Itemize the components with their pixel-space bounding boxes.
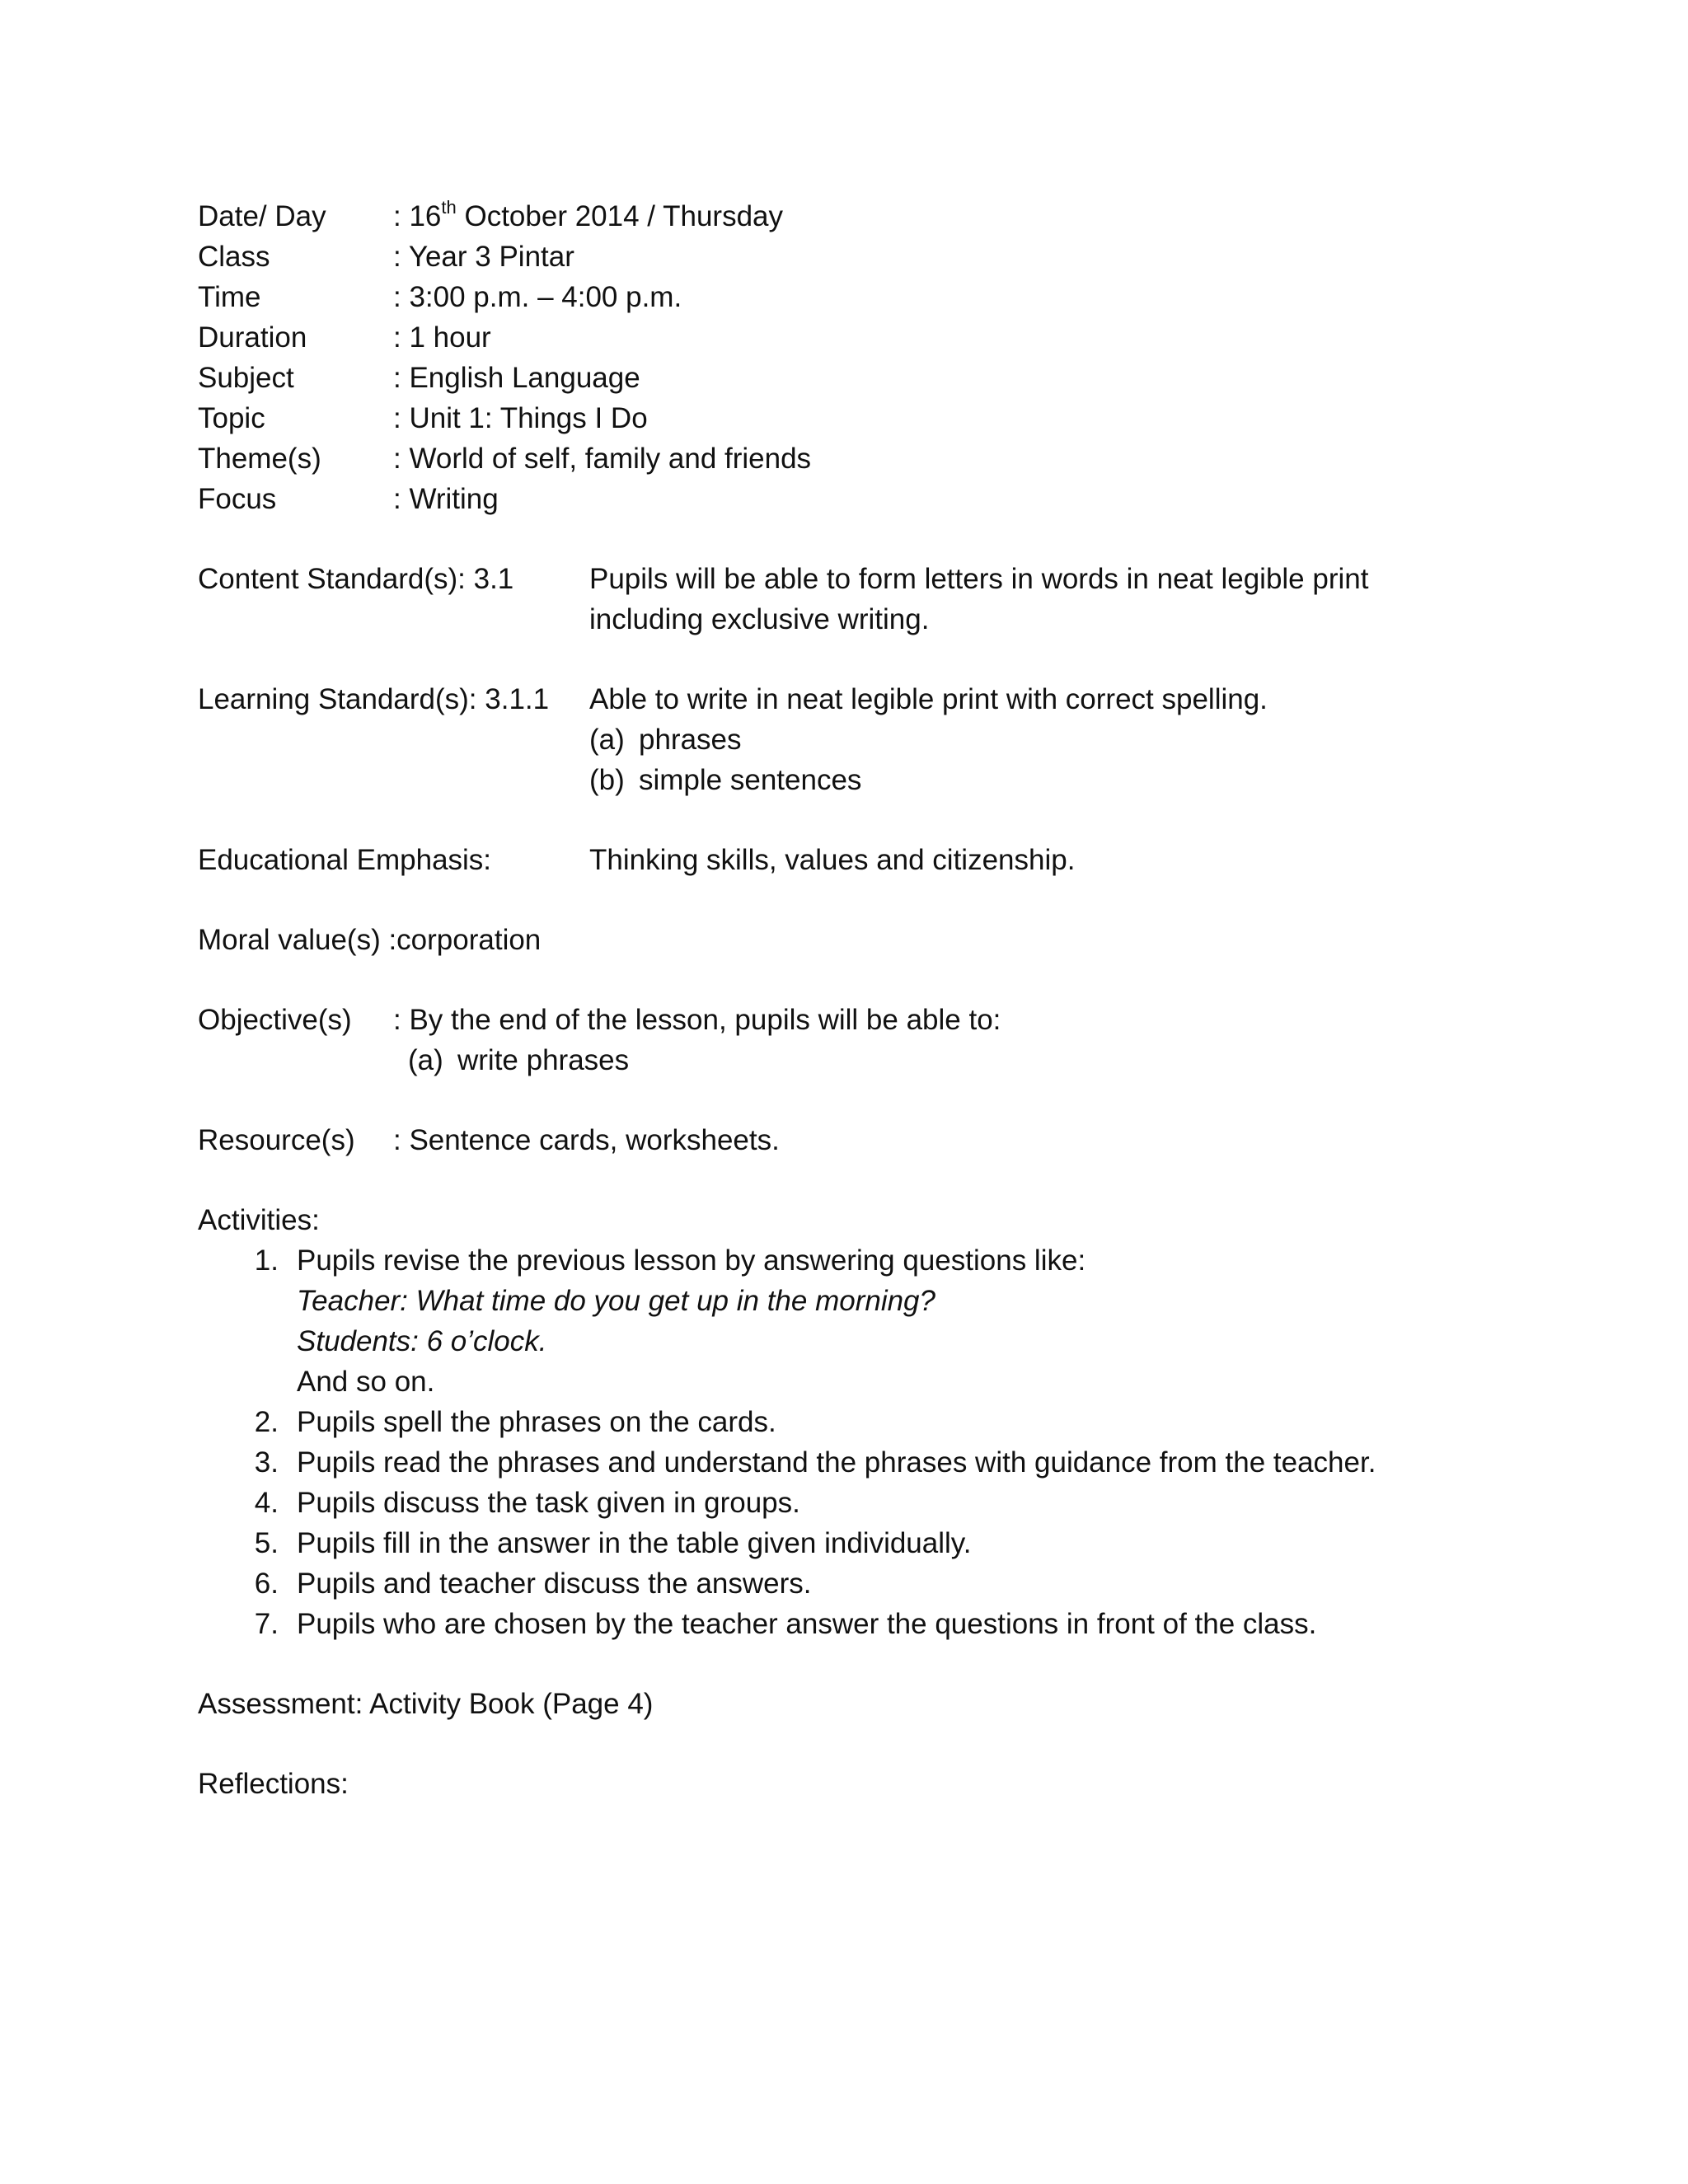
resources: [198, 1120, 1517, 1160]
activities-label: Activities:: [198, 1204, 320, 1236]
activity-number: 3.: [254, 1446, 279, 1479]
activity-text: [297, 1240, 1517, 1402]
objectives-value: : By the end of the lesson, pupils will be able to:: [393, 1004, 1001, 1036]
activity-text: Pupils and teacher discuss the answers.: [297, 1568, 812, 1600]
item-text: phrases: [639, 724, 742, 756]
activity-text: Pupils who are chosen by the teacher answer the questions in front of the class.: [297, 1608, 1317, 1640]
item-marker: (a): [589, 724, 625, 756]
detail-row-theme: [198, 438, 1517, 479]
topic-value: : Unit 1: Things I Do: [393, 402, 648, 434]
detail-row-focus: [198, 479, 1517, 519]
learning-standard-item: [589, 719, 1517, 760]
topic-label: Topic: [198, 402, 265, 434]
detail-row-time: [198, 277, 1517, 317]
activity-text: Pupils read the phrases and understand the phrases with guidance from the teacher.: [297, 1446, 1376, 1479]
educational-emphasis-value: Thinking skills, values and citizenship.: [589, 844, 1076, 876]
activity-dialogue-students: Students: 6 o’clock.: [297, 1325, 547, 1357]
theme-label: Theme(s): [198, 443, 321, 475]
item-marker: (a): [408, 1044, 443, 1076]
activity-item: [198, 1442, 1517, 1483]
class-value: : Year 3 Pintar: [393, 241, 574, 273]
educational-emphasis: [198, 840, 1517, 880]
item-marker: (b): [589, 764, 625, 796]
subject-label: Subject: [198, 362, 294, 394]
theme-value: : World of self, family and friends: [393, 443, 812, 475]
objective-item: [198, 1040, 1517, 1080]
learning-standard-item: [589, 760, 1517, 800]
objectives: [198, 1000, 1517, 1080]
activity-line: And so on.: [297, 1366, 435, 1398]
activity-item: [198, 1563, 1517, 1604]
activity-text: Pupils spell the phrases on the cards.: [297, 1406, 776, 1438]
content-standard: [198, 559, 1517, 640]
activity-number: 1.: [254, 1244, 279, 1277]
date-value-rest: October 2014 / Thursday: [456, 200, 783, 232]
resources-label: Resource(s): [198, 1124, 355, 1156]
activities: [198, 1200, 1517, 1644]
resources-value: : Sentence cards, worksheets.: [393, 1124, 780, 1156]
activity-number: 5.: [254, 1527, 279, 1559]
activity-item: [198, 1240, 1517, 1402]
detail-row-topic: [198, 398, 1517, 438]
learning-standard-line: Able to write in neat legible print with correct spelling.: [589, 683, 1268, 715]
content-standard-line: including exclusive writing.: [589, 603, 930, 635]
activity-number: 7.: [254, 1608, 279, 1640]
activity-number: 2.: [254, 1406, 279, 1438]
date-value: [393, 196, 1517, 237]
activity-item: [198, 1523, 1517, 1563]
reflections: Reflections:: [198, 1768, 349, 1800]
detail-row-subject: [198, 358, 1517, 398]
learning-standard-label: Learning Standard(s): 3.1.1: [198, 683, 550, 715]
objectives-label: Objective(s): [198, 1004, 352, 1036]
activities-list: [198, 1240, 1517, 1644]
class-label: Class: [198, 241, 270, 273]
content-standard-text: [589, 559, 1517, 640]
activity-text: Pupils fill in the answer in the table given individually.: [297, 1527, 972, 1559]
content-standard-label: Content Standard(s): 3.1: [198, 563, 514, 595]
activity-item: [198, 1604, 1517, 1644]
content-standard-line: Pupils will be able to form letters in words in neat legible print: [589, 563, 1369, 595]
duration-label: Duration: [198, 321, 307, 354]
activity-dialogue-teacher: Teacher: What time do you get up in the morning?: [297, 1285, 935, 1317]
activity-number: 6.: [254, 1568, 279, 1600]
assessment: Assessment: Activity Book (Page 4): [198, 1688, 654, 1720]
educational-emphasis-label: Educational Emphasis:: [198, 844, 492, 876]
activity-text: Pupils discuss the task given in groups.: [297, 1487, 800, 1519]
objectives-row: [198, 1000, 1517, 1040]
moral-values: Moral value(s) :corporation: [198, 924, 542, 956]
learning-standard-text: [589, 679, 1517, 800]
item-text: simple sentences: [639, 764, 862, 796]
learning-standard: [198, 679, 1517, 800]
item-text: write phrases: [457, 1044, 630, 1076]
lesson-plan: [198, 196, 1517, 1844]
date-label: Date/ Day: [198, 200, 326, 232]
lesson-details: [198, 196, 1517, 519]
time-label: Time: [198, 281, 261, 313]
activity-item: [198, 1402, 1517, 1442]
detail-row-duration: [198, 317, 1517, 358]
subject-value: : English Language: [393, 362, 640, 394]
activity-number: 4.: [254, 1487, 279, 1519]
focus-label: Focus: [198, 483, 277, 515]
activity-item: [198, 1483, 1517, 1523]
activity-line: Pupils revise the previous lesson by answering questions like:: [297, 1244, 1086, 1277]
date-value-suffix: th: [441, 197, 457, 218]
detail-row-date: [198, 196, 1517, 237]
time-value: : 3:00 p.m. – 4:00 p.m.: [393, 281, 682, 313]
focus-value: : Writing: [393, 483, 499, 515]
duration-value: : 1 hour: [393, 321, 491, 354]
date-value-day: : 16: [393, 200, 442, 232]
detail-row-class: [198, 237, 1517, 277]
